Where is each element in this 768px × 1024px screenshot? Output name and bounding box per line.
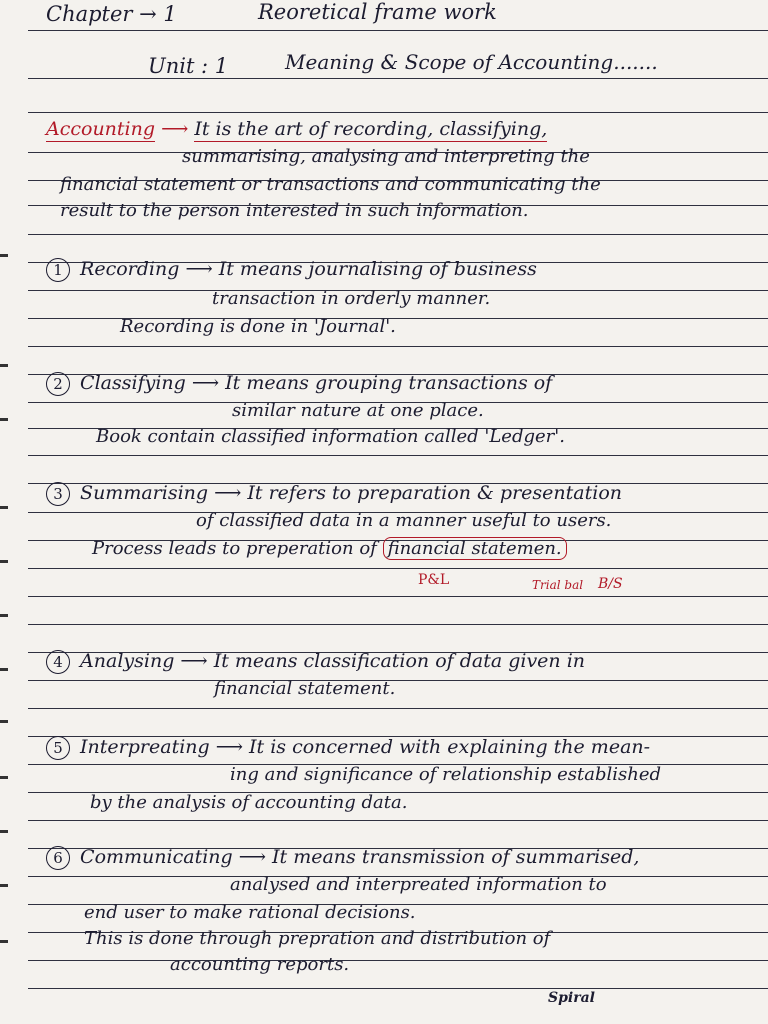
point-heading <box>46 846 639 870</box>
margin-mark <box>0 720 8 723</box>
ruled-line <box>28 680 768 681</box>
point-line: This is done through prepration and distribution of <box>84 928 551 949</box>
point-heading <box>46 372 552 396</box>
arrow-icon: ⟶ <box>214 482 242 504</box>
point-title: Communicating <box>80 846 233 868</box>
ruled-line <box>28 988 768 989</box>
spiral-brand-logo: Spiral <box>548 990 595 1006</box>
chapter-title: Reoretical frame work <box>258 0 497 24</box>
ruled-line <box>28 234 768 235</box>
point-number: 1 <box>46 258 70 282</box>
point-line: It means journalising of business <box>218 258 537 280</box>
definition-line: summarising, analysing and interpreting the <box>182 146 590 167</box>
note-pl: P&L <box>418 572 450 588</box>
point-line: It refers to preparation & presentation <box>247 482 623 504</box>
ruled-line <box>28 820 768 821</box>
point-line: ing and significance of relationship established <box>230 764 662 785</box>
ruled-line <box>28 596 768 597</box>
point-number: 5 <box>46 736 70 760</box>
arrow-icon: ⟶ <box>161 118 189 140</box>
point-line: accounting reports. <box>170 954 350 975</box>
point-number: 2 <box>46 372 70 396</box>
note-trial-balance: Trial bal <box>532 578 584 592</box>
definition-line: result to the person interested in such information. <box>60 200 529 221</box>
point-title: Interpreating <box>80 736 210 758</box>
point-line: It means classification of data given in <box>213 650 586 672</box>
margin-mark <box>0 614 8 617</box>
point-line: of classified data in a manner useful to users. <box>196 510 612 531</box>
ruled-line <box>28 455 768 456</box>
point-line: Book contain classified information called 'Ledger'. <box>96 426 565 447</box>
arrow-icon: ⟶ <box>238 846 266 868</box>
unit-title-trail: ....... <box>613 50 658 74</box>
definition-first-line <box>46 118 547 140</box>
point-line: financial statement. <box>214 678 396 699</box>
point-line: analysed and interpreated information to <box>230 874 607 895</box>
note-bs: B/S <box>598 576 623 592</box>
definition-line: It is the art of recording, classifying, <box>194 118 548 140</box>
definition-term: Accounting <box>46 118 156 140</box>
point-line <box>92 538 567 559</box>
margin-mark <box>0 560 8 563</box>
point-line: Recording is done in 'Journal'. <box>120 316 396 337</box>
margin-mark <box>0 884 8 887</box>
margin-mark <box>0 776 8 779</box>
point-line: It means transmission of summarised, <box>272 846 640 868</box>
unit-title <box>285 50 658 74</box>
ruled-line <box>28 346 768 347</box>
definition-line: financial statement or transactions and communicating the <box>60 174 601 195</box>
point-number: 4 <box>46 650 70 674</box>
point-line: It is concerned with explaining the mean- <box>249 736 651 758</box>
point-heading <box>46 258 537 282</box>
ruled-line <box>28 624 768 625</box>
ruled-line <box>28 568 768 569</box>
point-heading <box>46 736 650 760</box>
unit-label: Unit : 1 <box>148 54 229 78</box>
point-line: end user to make rational decisions. <box>84 902 416 923</box>
arrow-icon: ⟶ <box>215 736 243 758</box>
margin-mark <box>0 668 8 671</box>
point-title: Recording <box>80 258 180 280</box>
point-title: Analysing <box>80 650 175 672</box>
point-heading <box>46 482 622 506</box>
margin-mark <box>0 364 8 367</box>
arrow-icon: ⟶ <box>191 372 220 394</box>
ruled-line <box>28 708 768 709</box>
arrow-icon: ⟶ <box>185 258 213 280</box>
point-line-text: Process leads to preperation of <box>92 538 377 559</box>
point-title: Summarising <box>80 482 209 504</box>
point-number: 3 <box>46 482 70 506</box>
chapter-label: Chapter → 1 <box>46 2 177 26</box>
point-line: transaction in orderly manner. <box>212 288 491 309</box>
margin-mark <box>0 940 8 943</box>
financial-statement-box: financial statemen. <box>383 537 567 560</box>
ruled-line <box>28 960 768 961</box>
point-line: similar nature at one place. <box>232 400 484 421</box>
point-number: 6 <box>46 846 70 870</box>
point-line: It means grouping transactions of <box>225 372 553 394</box>
margin-mark <box>0 254 8 257</box>
ruled-line <box>28 30 768 31</box>
margin-mark <box>0 418 8 421</box>
point-heading <box>46 650 585 674</box>
ruled-line <box>28 78 768 79</box>
unit-title-text: Meaning & Scope of Accounting <box>285 50 614 74</box>
point-title: Classifying <box>80 372 186 394</box>
point-line: by the analysis of accounting data. <box>90 792 408 813</box>
margin-mark <box>0 830 8 833</box>
ruled-line <box>28 112 768 113</box>
margin-mark <box>0 506 8 509</box>
arrow-icon: ⟶ <box>180 650 208 672</box>
